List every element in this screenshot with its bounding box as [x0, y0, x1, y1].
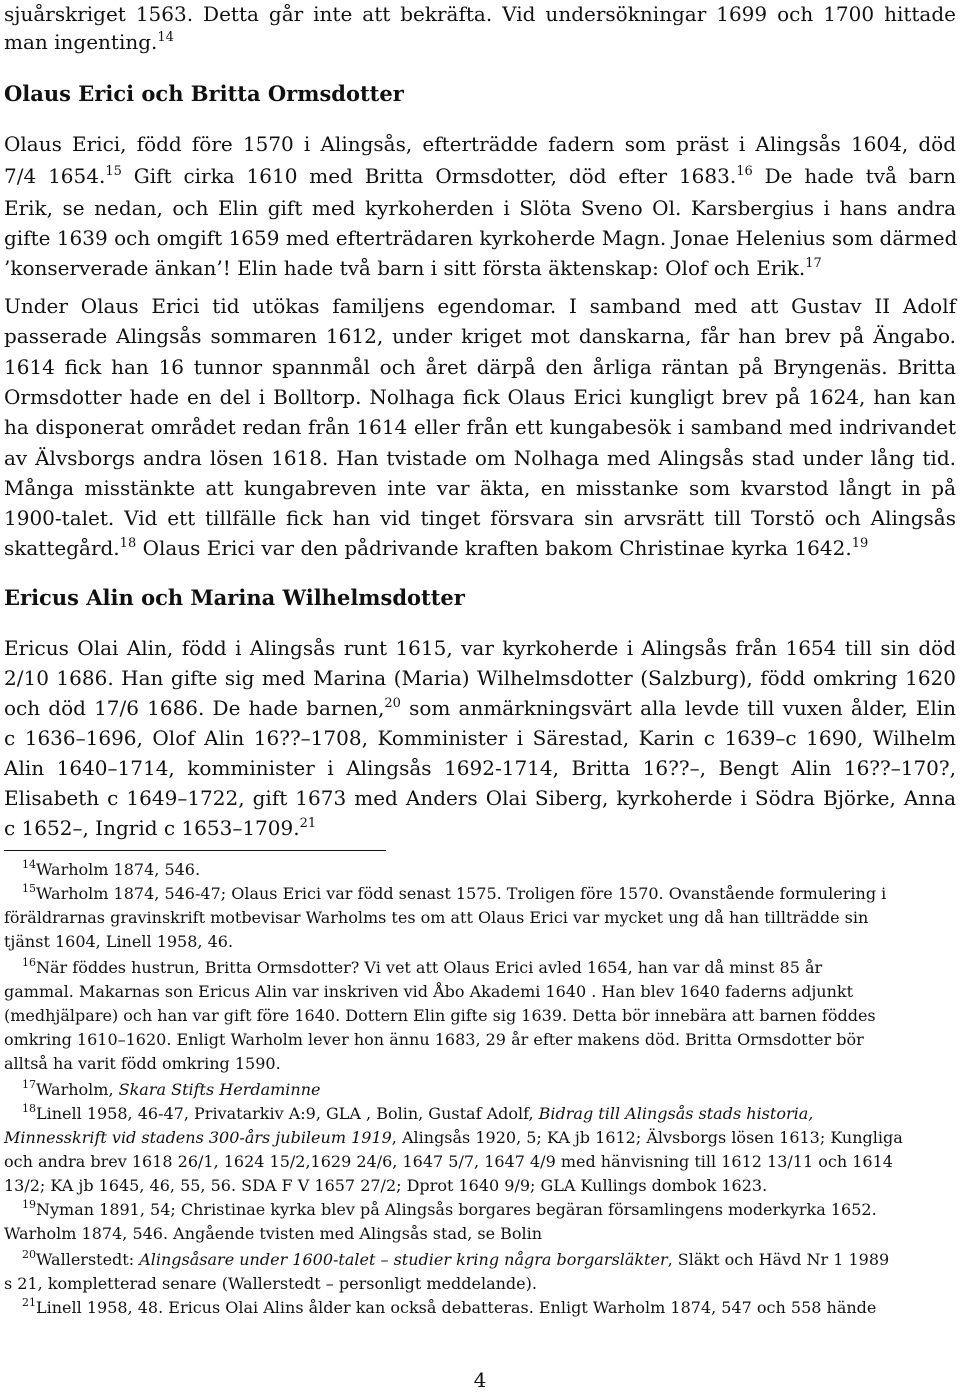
body-line: Under Olaus Erici tid utökas familjens egendomar. I samband med att Gustav II Adolf — [4, 294, 956, 318]
page-number: 4 — [473, 1368, 487, 1392]
body-line: Elisabeth c 1649–1722, gift 1673 med Anders Olai Siberg, kyrkoherde i Södra Björke, Anna — [4, 786, 956, 810]
footnote-15-line: föräldrarnas gravinskrift motbevisar Warholms tes om att Olaus Erici var mycket ung då han tillträdde sin — [4, 908, 869, 927]
body-line: Ericus Olai Alin, född i Alingsås runt 1615, var kyrkoherde i Alingsås från 1654 till sin död — [4, 636, 956, 660]
footnote-18: $^{18}$Linell 1958, 46-47, Privatarkiv A:9, GLA , Bolin, Gustaf Adolf, Bidrag till Alingsås stads historia, — [22, 1102, 814, 1123]
section-heading: Ericus Alin och Marina Wilhelmsdotter — [4, 585, 465, 610]
body-line: man ingenting.$^{14}$ — [4, 30, 174, 54]
footnote-15-line: tjänst 1604, Linell 1958, 46. — [4, 932, 234, 951]
footnote-19: $^{19}$Nyman 1891, 54; Christinae kyrka blev på Alingsås borgares begäran församlingens moderkyrka 1652. — [22, 1198, 877, 1219]
footnote-18-line: och andra brev 1618 26/1, 1624 15/2,1629 24/6, 1647 5/7, 1647 4/9 med hänvisning till 1612 13/11 och 1614 — [4, 1152, 893, 1171]
footnote-ref[interactable]: 15 — [105, 164, 122, 179]
body-line: ’konserverade änkan’! Elin hade två barn i sitt första äktenskap: Olof och Erik.$^{17}$ — [4, 256, 822, 280]
footnote-21: $^{21}$Linell 1958, 48. Ericus Olai Alins ålder kan också debatteras. Enligt Warholm 1874, 547 och 558 hände — [22, 1296, 877, 1317]
footnote-ref[interactable]: 19 — [851, 536, 869, 551]
footnote-16-line: gammal. Makarnas son Ericus Alin var inskriven vid Åbo Akademi 1640 . Han blev 1640 faderns adjunkt — [4, 982, 854, 1001]
body-line: och död 17/6 1686. De hade barnen,$^{20}$ som anmärkningsvärt alla levde till vuxen ålder, Elin — [4, 696, 957, 720]
footnote-14: $^{14}$Warholm 1874, 546. — [22, 858, 201, 879]
footnote-18-line: Minnesskrift vid stadens 300-års jubileum 1919, Alingsås 1920, 5; KA jb 1612; Älvsborgs lösen 1613; Kungliga — [4, 1128, 903, 1147]
footnote-15: $^{15}$Warholm 1874, 546-47; Olaus Erici var född senast 1575. Troligen före 1570. Ovanstående formulering i — [22, 882, 887, 903]
footnote-20-line: s 21, kompletterad senare (Wallerstedt – personligt meddelande). — [4, 1274, 537, 1293]
body-line: passerade Alingsås sommaren 1612, under kriget mot danskarna, får han brev på Ängabo. — [4, 324, 956, 348]
footnote-ref[interactable]: 16 — [736, 164, 753, 179]
body-line: Olaus Erici, född före 1570 i Alingsås, efterträdde fadern som präst i Alingsås 1604, död — [4, 132, 956, 156]
footnote-16: $^{16}$När föddes hustrun, Britta Ormsdotter? Vi vet att Olaus Erici avled 1654, han var då minst 85 år — [22, 956, 823, 977]
footnote-separator — [4, 850, 386, 851]
footnote-20: $^{20}$Wallerstedt: Alingsåsare under 1600-talet – studier kring några borgarsläkter, Släkt och Hävd Nr 1 1989 — [22, 1248, 890, 1269]
body-line: Erik, se nedan, och Elin gift med kyrkoherden i Slöta Sveno Ol. Karsbergius i hans andra — [4, 196, 956, 220]
footnote-19-line: Warholm 1874, 546. Angående tvisten med Alingsås stad, se Bolin — [4, 1224, 543, 1243]
body-line: Ormsdotter hade en del i Bolltorp. Nolhaga fick Olaus Erici kungligt brev på 1624, han kan — [4, 385, 956, 409]
body-line: gifte 1639 och omgift 1659 med efterträdaren kyrkoherde Magn. Jonae Helenius som därmed — [4, 226, 958, 250]
body-line: ha disponerat området redan från 1614 eller från ett kungabesök i samband med indrivandet — [4, 415, 956, 439]
body-line: Många misstänkte att kungabreven inte var äkta, en misstanke som kvarstod långt in på — [4, 476, 956, 500]
footnote-ref[interactable]: 18 — [119, 536, 137, 551]
body-line: 1900-talet. Vid ett tillfälle fick han vid tinget försvara sin arvsrätt till Torstö och Alingsås — [4, 506, 956, 530]
body-line: sjuårskriget 1563. Detta går inte att bekräfta. Vid undersökningar 1699 och 1700 hittade — [4, 2, 956, 26]
body-line: 1614 fick han 16 tunnor spannmål och året därpå den årliga räntan på Bryngenäs. Britta — [4, 355, 956, 379]
footnote-16-line: omkring 1610–1620. Enligt Warholm lever hon ännu 1683, 29 år efter makens död. Britta Ormsdotter bör — [4, 1030, 864, 1049]
footnote-ref[interactable]: 21 — [299, 816, 317, 831]
footnote-ref[interactable]: 20 — [384, 696, 401, 711]
body-line: Alin 1640–1714, komminister i Alingsås 1692-1714, Britta 16??–, Bengt Alin 16??–170?, — [4, 756, 956, 780]
footnote-16-line: alltså ha varit född omkring 1590. — [4, 1054, 281, 1073]
section-heading: Olaus Erici och Britta Ormsdotter — [4, 81, 404, 106]
footnote-18-line: 13/2; KA jb 1645, 46, 55, 56. SDA F V 1657 27/2; Dprot 1640 9/9; GLA Kullings dombok 1623. — [4, 1176, 768, 1195]
body-line: c 1636–1696, Olof Alin 16??–1708, Komminister i Särestad, Karin c 1639–c 1690, Wilhelm — [4, 726, 956, 750]
footnote-17: $^{17}$Warholm, Skara Stifts Herdaminne — [22, 1078, 321, 1099]
body-line: av Älvsborgs andra lösen 1618. Han tvistade om Nolhaga med Alingsås stad under lång tid. — [4, 446, 956, 470]
footnote-16-line: (medhjälpare) och han var gift före 1640. Dottern Elin gifte sig 1639. Detta bör innebära att barnen föddes — [4, 1006, 876, 1025]
footnote-ref[interactable]: 14 — [157, 30, 174, 45]
body-line: 2/10 1686. Han gifte sig med Marina (Maria) Wilhelmsdotter (Salzburg), född omkring 1620 — [4, 666, 956, 690]
footnote-ref[interactable]: 17 — [805, 256, 822, 271]
body-line: c 1652–, Ingrid c 1653–1709.21 — [4, 816, 317, 840]
body-line: skattegård.$^{18}$ Olaus Erici var den pådrivande kraften bakom Christinae kyrka 1642.19 — [4, 536, 869, 560]
body-line: 7/4 1654.15 Gift cirka 1610 med Britta Ormsdotter, död efter 1683.16 De hade två barn — [4, 164, 956, 188]
